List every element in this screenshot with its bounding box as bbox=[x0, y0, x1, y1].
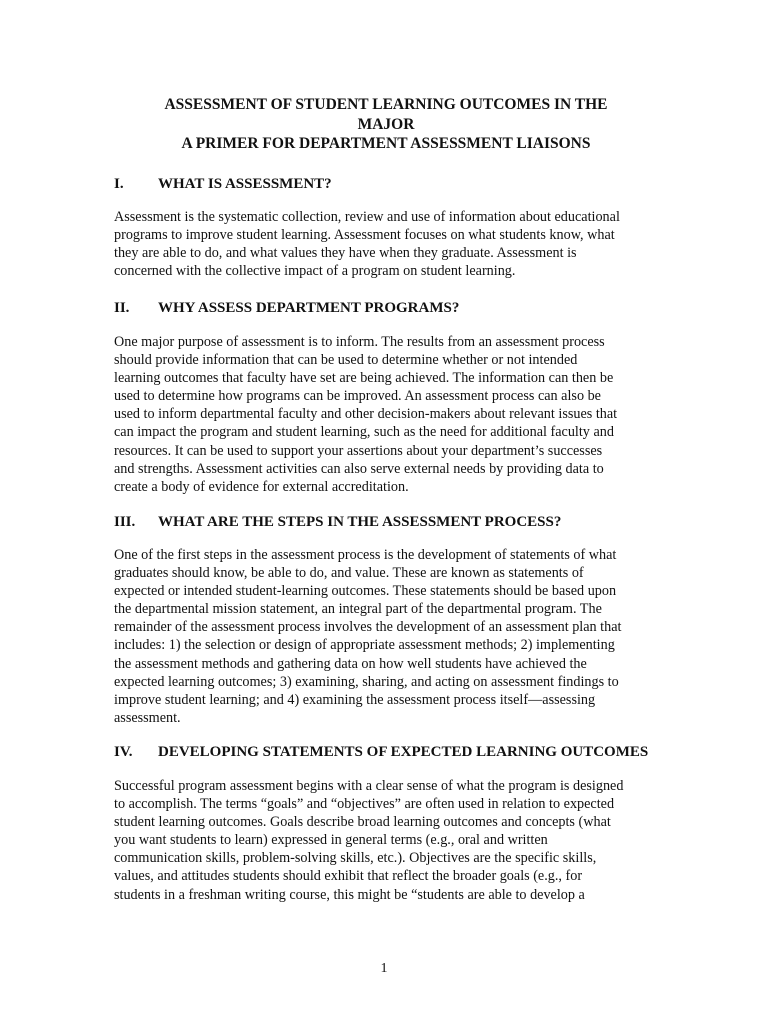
paragraph-line: communication skills, problem-solving skills, etc.). Objectives are the specific skills, bbox=[114, 850, 597, 867]
paragraph-line: remainder of the assessment process involves the development of an assessment plan that bbox=[114, 619, 622, 636]
paragraph-line: used to inform departmental faculty and other decision-makers about relevant issues that bbox=[114, 406, 618, 423]
paragraph-line: assessment. bbox=[114, 709, 181, 726]
document-title bbox=[110, 95, 662, 154]
paragraph-line: values, and attitudes students should exhibit that reflect the broader goals (e.g., for bbox=[114, 868, 583, 885]
paragraph-line: Successful program assessment begins with a clear sense of what the program is designed bbox=[114, 778, 624, 794]
section-number: IV. bbox=[114, 744, 133, 760]
section-heading-4 bbox=[114, 743, 648, 761]
paragraph-line: and strengths. Assessment activities can also serve external needs by providing data to bbox=[114, 460, 604, 477]
paragraph-line: programs to improve student learning. Assessment focuses on what students know, what bbox=[114, 227, 615, 244]
paragraph-line: Assessment is the systematic collection, review and use of information about educational bbox=[114, 209, 620, 225]
title-line-2: MAJOR bbox=[357, 115, 415, 133]
section-title: DEVELOPING STATEMENTS OF EXPECTED LEARNING OUTCOMES bbox=[158, 744, 649, 760]
paragraph-line: expected or intended student-learning outcomes. These statements should be based upon bbox=[114, 583, 617, 600]
section-title: WHY ASSESS DEPARTMENT PROGRAMS? bbox=[158, 300, 460, 316]
section-title: WHAT ARE THE STEPS IN THE ASSESSMENT PROCESS? bbox=[158, 514, 562, 530]
paragraph-line: the departmental mission statement, an integral part of the departmental program. The bbox=[114, 601, 602, 618]
paragraph-line: concerned with the collective impact of a program on student learning. bbox=[114, 263, 516, 280]
paragraph-line: to accomplish. The terms “goals” and “objectives” are often used in relation to expected bbox=[114, 796, 615, 813]
paragraph-line: One of the first steps in the assessment process is the development of statements of what bbox=[114, 547, 617, 563]
paragraph-line: resources. It can be used to support your assertions about your department’s successes bbox=[114, 442, 603, 459]
paragraph-line: improve student learning; and 4) examining the assessment process itself—assessing bbox=[114, 691, 596, 708]
section-number: III. bbox=[114, 514, 136, 530]
paragraph-line: the assessment methods and gathering data on how well students have achieved the bbox=[114, 655, 587, 672]
section-number: I. bbox=[114, 176, 124, 192]
paragraph-line: should provide information that can be used to determine whether or not intended bbox=[114, 352, 578, 369]
paragraph-line: expected learning outcomes; 3) examining, sharing, and acting on assessment findings to bbox=[114, 673, 619, 690]
paragraph-line: student learning outcomes. Goals describe broad learning outcomes and concepts (what bbox=[114, 814, 611, 831]
section-paragraph-3 bbox=[114, 546, 654, 727]
section-number: II. bbox=[114, 300, 130, 316]
section-heading-2 bbox=[114, 299, 459, 317]
paragraph-line: used to determine how programs can be improved. An assessment process can also be bbox=[114, 388, 601, 405]
paragraph-line: learning outcomes that faculty have set are being achieved. The information can then be bbox=[114, 370, 614, 387]
paragraph-line: can impact the program and student learning, such as the need for additional faculty and bbox=[114, 424, 614, 441]
paragraph-line: they are able to do, and what values they have when they graduate. Assessment is bbox=[114, 245, 577, 262]
section-heading-1 bbox=[114, 175, 332, 193]
title-line-3: A PRIMER FOR DEPARTMENT ASSESSMENT LIAISONS bbox=[181, 135, 591, 152]
section-heading-3 bbox=[114, 513, 561, 531]
section-paragraph-2 bbox=[114, 333, 654, 496]
paragraph-line: students in a freshman writing course, this might be “students are able to develop a bbox=[114, 886, 585, 903]
paragraph-line: you want students to learn) expressed in general terms (e.g., oral and written bbox=[114, 832, 548, 849]
section-title: WHAT IS ASSESSMENT? bbox=[158, 176, 332, 192]
paragraph-line: includes: 1) the selection or design of appropriate assessment methods; 2) implementing bbox=[114, 637, 615, 654]
paragraph-line: graduates should know, be able to do, and value. These are known as statements of bbox=[114, 565, 584, 582]
section-paragraph-4 bbox=[114, 777, 654, 904]
title-line-1: ASSESSMENT OF STUDENT LEARNING OUTCOMES IN THE bbox=[164, 96, 608, 113]
paragraph-line: create a body of evidence for external accreditation. bbox=[114, 478, 409, 495]
section-paragraph-1 bbox=[114, 208, 654, 280]
paragraph-line: One major purpose of assessment is to inform. The results from an assessment process bbox=[114, 334, 605, 350]
page-number: 1 bbox=[380, 961, 388, 976]
